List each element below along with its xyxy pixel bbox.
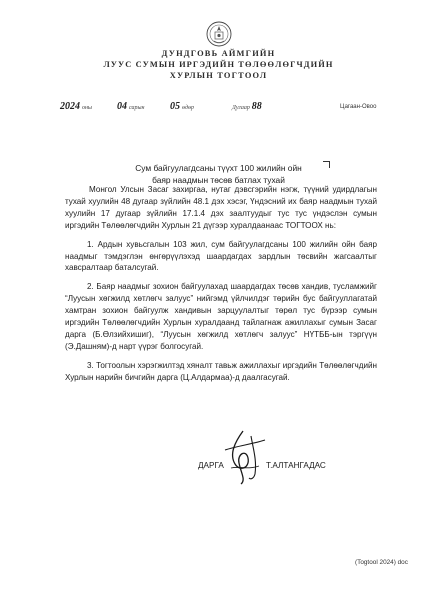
date-day: 05 өдөр	[170, 101, 194, 112]
place-name: Цагаан-Овоо	[340, 104, 377, 110]
resolution-body	[65, 184, 377, 391]
title-line-1: Сум байгуулагдсаны түүхт 100 жилийн ойн	[135, 163, 302, 173]
header-aimag: ДУНДГОВЬ АЙМГИЙН	[161, 49, 276, 58]
resolution-number: Дугаар 88	[232, 101, 262, 112]
item-1-paragraph: 1. Ардын хувьсгалын 103 жил, сум байгуулагдсаны 100 жилийн ойн баяр наадмыг тэмдэглэн өнгөрүүлэхэд шаардагдах зардлын төсвийн жагсаалтыг хавсралтаар баталсугай.	[65, 239, 377, 273]
title-line-2: баяр наадмын төсөв батлах тухай	[152, 175, 285, 185]
preamble-paragraph: Монгол Улсын Засаг захиргаа, нутаг дэвсгэрийн нэгж, түүний удирдлагын тухай хуулийн 48 дугаар зүйлийн 48.1 дэх хэсэг, Үндэсний их баяр наадмын тухай хуулийн 17 дугаар зүйлийн 17.1.4 дэх заалтуудыг тус тус үндэслэн сумын иргэдийн Төлөөлөгчдийн Хурлын 21 дүгээр хуралдаанаас ТОГТООХ нь:	[65, 185, 377, 230]
signatory-role: ДАРГА	[198, 461, 224, 470]
header-resolution: ХУРЛЫН ТОГТООЛ	[169, 71, 268, 80]
resolution-title	[0, 162, 437, 186]
document-code: (Togtool 2024) doc	[355, 559, 408, 566]
state-emblem-icon	[206, 21, 232, 47]
handwritten-signature	[213, 428, 273, 486]
item-2-paragraph: 2. Баяр наадмыг зохион байгуулахад шаардагдах төсөв хандив, тусламжийг “Луусын хөгжилд хөтлөгч залуус” нийгэмд үйлчилдэг төрийн бус байгууллагатай хамтран зохион байгуулж хандивын зарцуулалтыг төрөл тус бүрээр сумын иргэдийн Төлөөлөгчдийн Хурлын хуралдаанд тайлагнаж ажиллахыг сумын Засаг дарга (Б.Өлзийхишиг), “Луусын хөгжилд хөтлөгч залуус” НҮТББ-ын тэргүүн (Э.Дашням)-д нарт үүрэг болгосугай.	[65, 282, 377, 351]
item-3-paragraph: 3. Тогтоолын хэрэгжилтэд хяналт тавьж ажиллахыг иргэдийн Төлөөлөгчдийн Хурлын нарийн бичгийн дарга (Ц.Алдармаа)-д даалгасугай.	[65, 360, 377, 382]
header-council: ЛУУС СУМЫН ИРГЭДИЙН ТӨЛӨӨЛӨГЧДИЙН	[103, 60, 334, 69]
title-corner-mark	[323, 161, 330, 168]
signatory-name: Т.АЛТАНГАДАС	[266, 461, 326, 470]
date-year: 2024 оны	[60, 101, 92, 112]
signature-block	[0, 428, 437, 488]
date-month: 04 сарын	[117, 101, 145, 112]
